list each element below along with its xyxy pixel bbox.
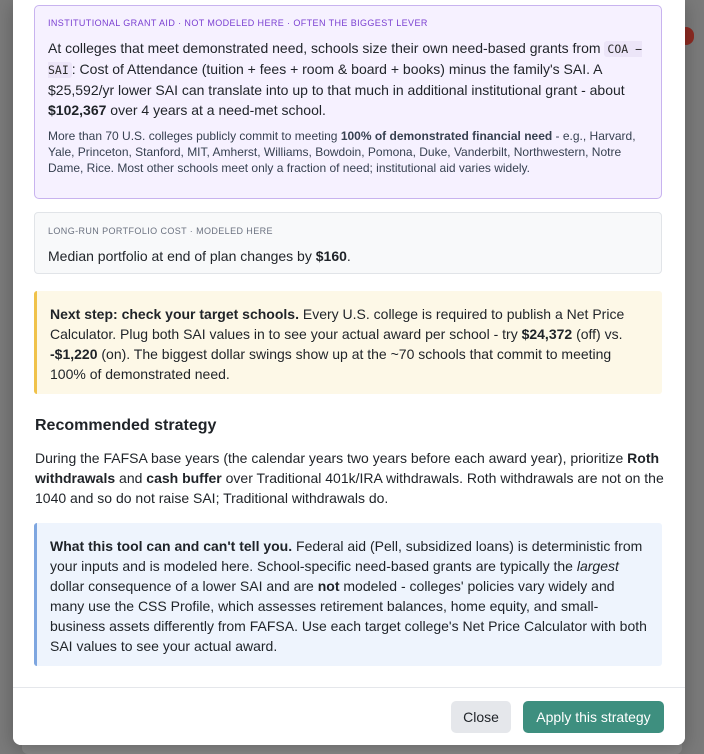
next-step-callout xyxy=(34,291,662,394)
not-bold: not xyxy=(317,578,340,594)
close-button[interactable]: Close xyxy=(451,701,511,733)
text-segment: dollar consequence of a lower SAI and are xyxy=(50,578,318,594)
text-segment: - e.g., Harvard, Yale, Princeton, Stanford, MIT, Amherst, Williams, Bowdoin, Pomona, Duke, Vanderbilt, Northwestern, Notre Dame, Rice. Most other schools meet only a fraction of need; institutional aid varies widely. xyxy=(48,129,636,175)
coa-sai-code: COA − SAI xyxy=(48,42,643,77)
sai-off-value: $24,372 xyxy=(521,326,573,342)
text-segment: Every U.S. college is required to publish a Net Price Calculator. Plug both SAI values in to see your actual award per school - try xyxy=(50,306,625,342)
institutional-grant-callout xyxy=(34,5,662,199)
text-segment: over Traditional 401k/IRA withdrawals. Roth withdrawals are not on the 1040 and so do not raise SAI; Traditional withdrawals do. xyxy=(35,470,664,506)
apply-strategy-button[interactable]: Apply this strategy xyxy=(523,701,664,733)
tool-limits-text xyxy=(50,536,648,656)
strategy-modal xyxy=(13,0,685,745)
text-segment: and xyxy=(115,470,147,486)
text-segment: (off) vs. xyxy=(572,326,623,342)
portfolio-cost-eyebrow: LONG-RUN PORTFOLIO COST · MODELED HERE xyxy=(48,226,273,236)
text-segment: modeled - colleges' policies vary widely and many use the CSS Profile, which assesses retirement balances, home equity, and small-business assets differently from FAFSA. Use each target college's Net Price Calculator with both SAI values to see your actual award. xyxy=(50,578,647,654)
modal-body[interactable] xyxy=(13,0,685,687)
text-segment: : Cost of Attendance (tuition + fees + room & board + books) minus the family's SAI. A $25,592/yr lower SAI can translate into up to that much in additional institutional grant - about xyxy=(48,61,625,98)
portfolio-cost-text xyxy=(48,246,648,266)
next-step-title: Next step: check your target schools. xyxy=(50,306,299,322)
cash-buffer-bold: cash buffer xyxy=(146,470,222,486)
need-met-bold: 100% of demonstrated financial need xyxy=(340,129,553,143)
tool-limits-title: What this tool can and can't tell you. xyxy=(50,538,293,554)
text-segment: More than 70 U.S. colleges publicly commit to meeting xyxy=(48,129,341,143)
portfolio-change-amount: $160 xyxy=(315,248,347,264)
largest-italic: largest xyxy=(576,558,619,574)
next-step-text xyxy=(50,304,648,384)
text-segment: over 4 years at a need-met school. xyxy=(106,102,326,118)
roth-withdrawals-bold: Roth withdrawals xyxy=(35,450,660,486)
institutional-grant-eyebrow: INSTITUTIONAL GRANT AID · NOT MODELED HERE · OFTEN THE BIGGEST LEVER xyxy=(48,18,428,28)
text-segment: At colleges that meet demonstrated need, schools size their own need-based grants from xyxy=(48,40,605,56)
text-segment: During the FAFSA base years (the calendar years two years before each award year), prioritize xyxy=(35,450,628,466)
need-met-colleges-text xyxy=(48,128,648,176)
four-year-amount: $102,367 xyxy=(48,102,107,118)
modal-footer xyxy=(13,687,685,745)
institutional-grant-text xyxy=(48,38,648,120)
tool-limits-callout xyxy=(34,523,662,666)
sai-on-value: -$1,220 xyxy=(50,346,98,362)
text-segment: . xyxy=(346,248,351,264)
text-segment: Federal aid (Pell, subsidized loans) is deterministic from your inputs and is modeled here. School-specific need-based grants are typically the xyxy=(50,538,643,574)
strategy-text xyxy=(35,448,665,508)
portfolio-cost-card xyxy=(34,212,662,274)
text-segment: Median portfolio at end of plan changes by xyxy=(48,248,316,264)
strategy-heading: Recommended strategy xyxy=(35,417,217,434)
text-segment: (on). The biggest dollar swings show up at the ~70 schools that commit to meeting 100% of demonstrated need. xyxy=(50,346,612,382)
